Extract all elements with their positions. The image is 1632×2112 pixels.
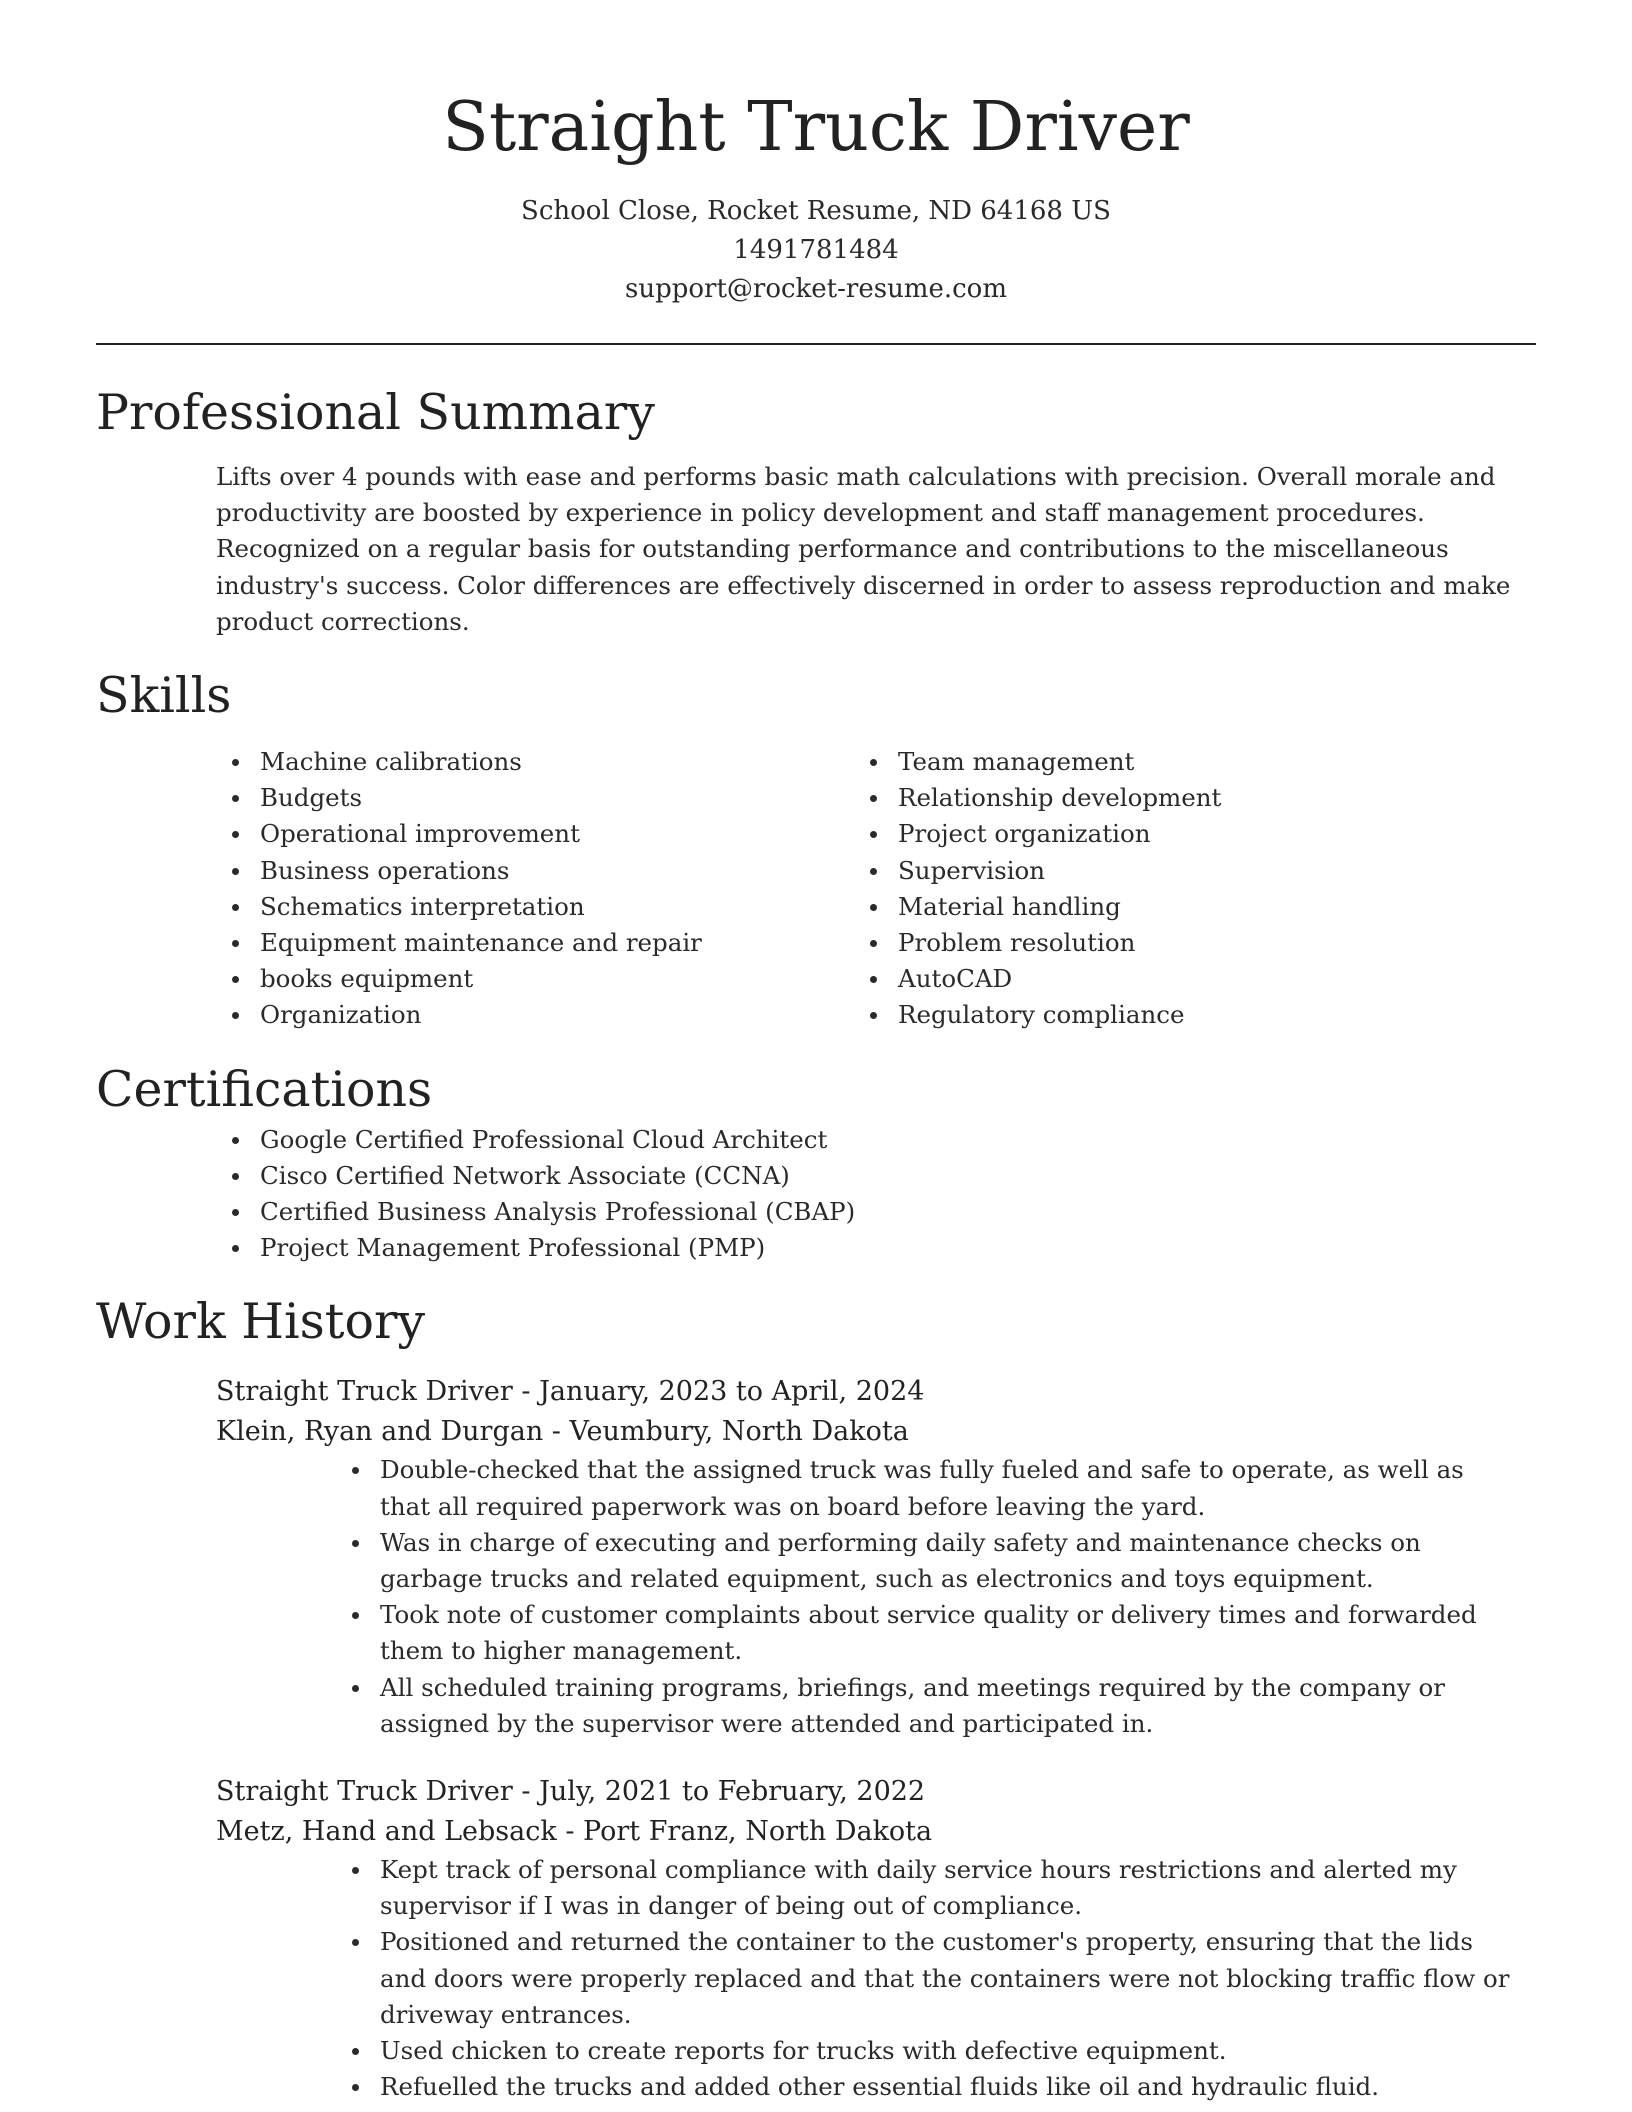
skill-item: Supervision (898, 853, 1536, 889)
skills-heading: Skills (96, 667, 232, 725)
certification-item: Cisco Certified Network Associate (CCNA) (260, 1158, 1536, 1194)
job-title-dates: Straight Truck Driver - July, 2021 to February, 2022 (216, 1776, 926, 1808)
resume-header (96, 86, 1536, 309)
job-duty-item: Used chicken to create reports for trucks with defective equipment. (380, 2033, 1536, 2069)
contact-phone: 1491781484 (733, 235, 899, 265)
job-entry (216, 1772, 1536, 2105)
skill-item: Material handling (898, 889, 1536, 925)
candidate-name: Straight Truck Driver (442, 88, 1190, 167)
skill-item: Business operations (260, 853, 898, 889)
job-duty-item: Refuelled the trucks and added other essential fluids like oil and hydraulic fluid. (380, 2069, 1536, 2105)
job-duty-item: All scheduled training programs, briefings, and meetings required by the company or assigned by the supervisor were attended and participated in. (380, 1670, 1536, 1742)
skill-item: books equipment (260, 961, 898, 997)
job-duties-list (216, 1452, 1536, 1742)
job-title-dates: Straight Truck Driver - January, 2023 to April, 2024 (216, 1376, 925, 1408)
job-header (216, 1372, 1536, 1452)
skill-item: Organization (260, 997, 898, 1033)
job-company-location: Klein, Ryan and Durgan - Veumbury, North Dakota (216, 1416, 909, 1448)
contact-address: School Close, Rocket Resume, ND 64168 US (521, 196, 1111, 226)
resume-page (96, 0, 1536, 2106)
certification-item: Project Management Professional (PMP) (260, 1230, 1536, 1266)
certification-item: Google Certified Professional Cloud Architect (260, 1122, 1536, 1158)
skill-item: Schematics interpretation (260, 889, 898, 925)
skills-column-1 (96, 744, 898, 1034)
job-duty-item: Was in charge of executing and performing daily safety and maintenance checks on garbage trucks and related equipment, such as electronics and toys equipment. (380, 1525, 1536, 1597)
job-duty-item: Double-checked that the assigned truck was fully fueled and safe to operate, as well as that all required paperwork was on board before leaving the yard. (380, 1452, 1536, 1524)
job-header (216, 1772, 1536, 1852)
skills-columns (96, 744, 1536, 1034)
skill-item: Budgets (260, 780, 898, 816)
job-duties-list (216, 1852, 1536, 2105)
contact-block (96, 192, 1536, 309)
certifications-list (96, 1122, 1536, 1267)
skill-item: Problem resolution (898, 925, 1536, 961)
skill-item: Relationship development (898, 780, 1536, 816)
work-history-heading: Work History (96, 1293, 426, 1351)
job-duty-item: Positioned and returned the container to the customer's property, ensuring that the lids and doors were properly replaced and that the containers were not blocking traffic flow or driveway entrances. (380, 1924, 1536, 2033)
skill-item: Project organization (898, 816, 1536, 852)
job-entry (216, 1372, 1536, 1742)
job-duty-item: Took note of customer complaints about service quality or delivery times and forwarded them to higher management. (380, 1597, 1536, 1669)
certifications-heading: Certifications (96, 1060, 433, 1118)
summary-heading: Professional Summary (96, 384, 655, 441)
certification-item: Certified Business Analysis Professional (CBAP) (260, 1194, 1536, 1230)
job-duty-item: Kept track of personal compliance with daily service hours restrictions and alerted my supervisor if I was in danger of being out of compliance. (380, 1852, 1536, 1924)
skill-item: Regulatory compliance (898, 997, 1536, 1033)
summary-text: Lifts over 4 pounds with ease and performs basic math calculations with precision. Overall morale and productivity are boosted by experience in policy development and staff management procedures. Recognized on a regular basis for outstanding performance and contributions to the miscellaneous industry's success. Color differences are effectively discerned in order to assess reproduction and make product corrections. (216, 462, 1511, 636)
skill-item: Team management (898, 744, 1536, 780)
skill-item: Equipment maintenance and repair (260, 925, 898, 961)
header-divider (96, 343, 1536, 345)
skill-item: Operational improvement (260, 816, 898, 852)
job-company-location: Metz, Hand and Lebsack - Port Franz, North Dakota (216, 1816, 933, 1848)
skill-item: AutoCAD (898, 961, 1536, 997)
skill-item: Machine calibrations (260, 744, 898, 780)
contact-email: support@rocket-resume.com (624, 274, 1007, 304)
